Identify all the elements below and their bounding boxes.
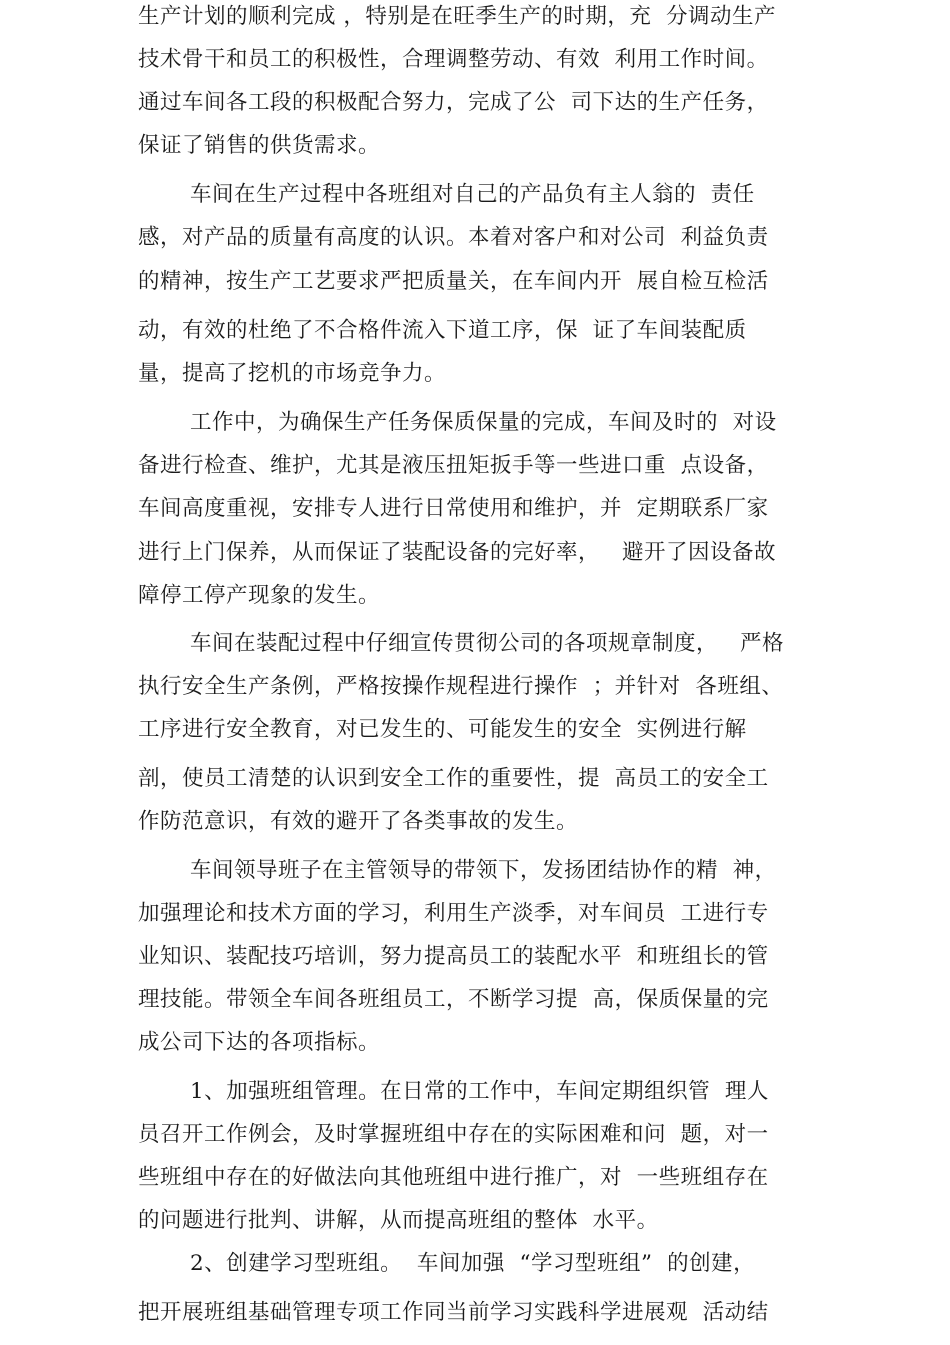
text-line: 的精神，按生产工艺要求严把质量关，在车间内开 展自检互检活 [138,269,769,294]
text-line: 量，提高了挖机的市场竞争力。 [138,361,447,386]
paragraph-first-line: 车间领导班子在主管领导的带领下，发扬团结协作的精 神， [190,858,777,883]
text-line: 动，有效的杜绝了不合格件流入下道工序，保 证了车间装配质 [138,318,747,343]
text-line: 生产计划的顺利完成 ，特别是在旺季生产的时期，充 分调动生产 [138,4,777,29]
text-line: 作防范意识，有效的避开了各类事故的发生。 [138,809,579,834]
text-line: 工序进行安全教育，对已发生的、可能发生的安全 实例进行解 [138,717,747,742]
paragraph-first-line: 工作中，为确保生产任务保质保量的完成，车间及时的 对设 [190,410,777,435]
text-line: 员召开工作例会，及时掌握班组中存在的实际困难和问 题，对一 [138,1122,769,1147]
text-line: 通过车间各工段的积极配合努力，完成了公 司下达的生产任务， [138,90,769,115]
text-line: 障停工停产现象的发生。 [138,583,381,608]
paragraph-first-line: 1、加强班组管理。在日常的工作中，车间定期组织管 理人 [190,1079,769,1104]
text-line: 车间高度重视，安排专人进行日常使用和维护，并 定期联系厂家 [138,496,769,521]
text-line: 执行安全生产条例，严格按操作规程进行操作 ；并针对 各班组、 [138,674,784,699]
paragraph-first-line: 车间在生产过程中各班组对自己的产品负有主人翁的 责任 [190,182,755,207]
text-line: 成公司下达的各项指标。 [138,1030,381,1055]
paragraph-first-line: 2、创建学习型班组。 车间加强 “学习型班组” 的创建， [190,1251,756,1276]
text-line: 理技能。带领全车间各班组员工，不断学习提 高，保质保量的完 [138,987,769,1012]
text-line: 进行上门保养，从而保证了装配设备的完好率， 避开了因设备故 [138,540,777,565]
text-line: 业知识、装配技巧培训，努力提高员工的装配水平 和班组长的管 [138,944,769,969]
text-line: 些班组中存在的好做法向其他班组中进行推广，对 一些班组存在 [138,1165,769,1190]
paragraph-first-line: 车间在装配过程中仔细宣传贯彻公司的各项规章制度， 严格 [190,631,785,656]
text-line: 保证了销售的供货需求。 [138,133,381,158]
text-line: 的问题进行批判、讲解，从而提高班组的整体 水平。 [138,1208,659,1233]
text-line: 感，对产品的质量有高度的认识。本着对客户和对公司 利益负责 [138,225,769,250]
text-line: 备进行检查、维护，尤其是液压扭矩扳手等一些进口重 点设备， [138,453,769,478]
text-line: 剖，使员工清楚的认识到安全工作的重要性，提 高员工的安全工 [138,766,769,791]
text-line: 把开展班组基础管理专项工作同当前学习实践科学进展观 活动结 [138,1300,769,1325]
text-line: 加强理论和技术方面的学习，利用生产淡季，对车间员 工进行专 [138,901,769,926]
text-line: 技术骨干和员工的积极性，合理调整劳动、有效 利用工作时间。 [138,47,769,72]
